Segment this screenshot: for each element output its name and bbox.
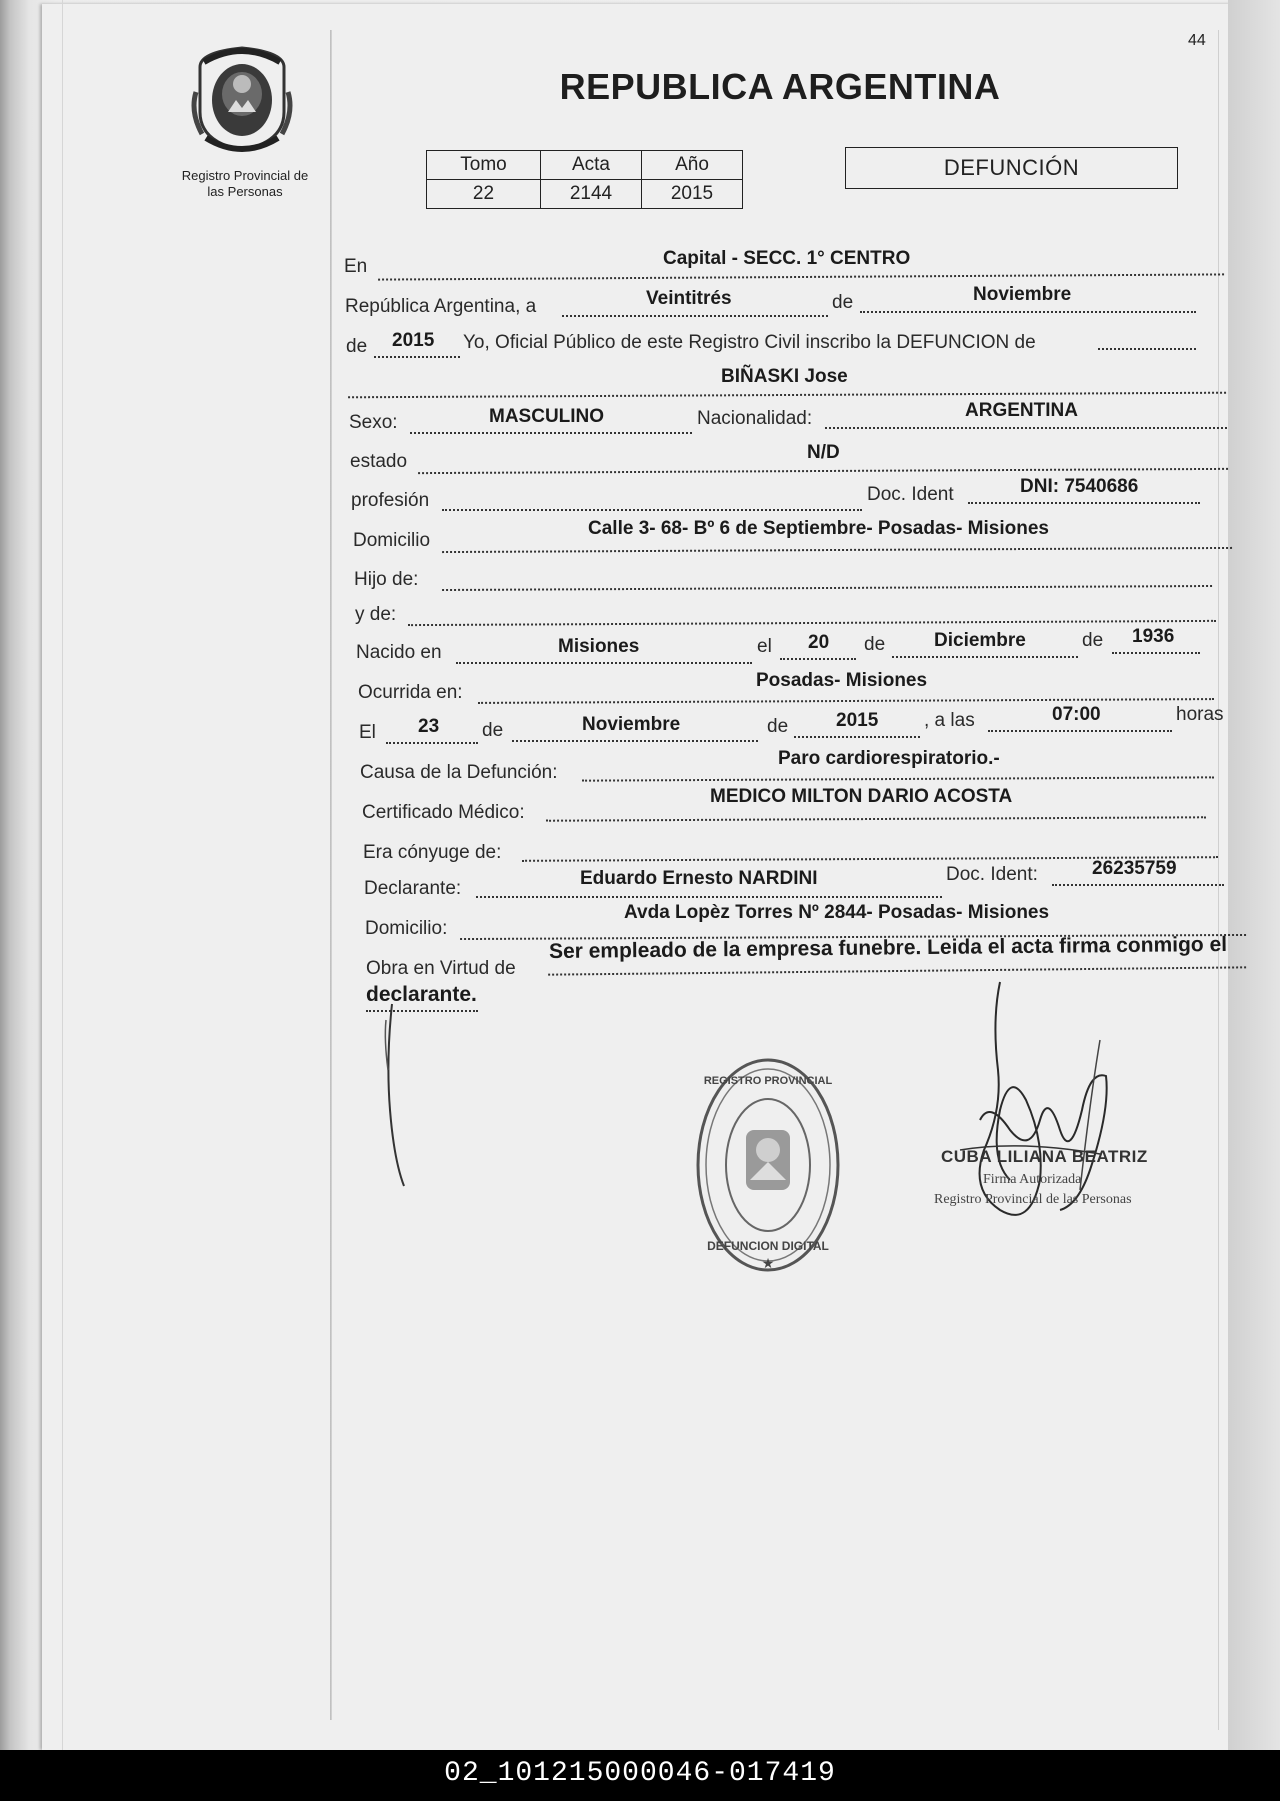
value-obra-1: Ser empleado de la empresa funebre. Leida el acta firma conmigo el [548, 932, 1228, 963]
header-tomo: Tomo [427, 151, 541, 180]
page-number: 44 [1188, 32, 1206, 49]
value-declarante-doc: 26235759 [1092, 858, 1177, 879]
label-a-las: , a las [924, 710, 975, 731]
label-ocurrida-en: Ocurrida en: [358, 682, 463, 703]
label-doc-ident: Doc. Ident [867, 484, 954, 505]
page-edge-shadow [1228, 0, 1280, 1750]
label-de-4: de [1082, 630, 1104, 651]
value-fallec-anio: 2015 [836, 710, 879, 731]
label-y-de: y de: [355, 604, 397, 625]
value-causa: Paro cardiorespiratorio.- [778, 748, 1000, 769]
svg-text:DEFUNCION DIGITAL: DEFUNCION DIGITAL [707, 1239, 829, 1253]
label-nacido-en: Nacido en [356, 642, 442, 663]
binding-line [62, 0, 63, 1750]
header-anio: Año [642, 151, 743, 180]
field-defuncion [1098, 326, 1196, 350]
label-el: el [757, 636, 772, 657]
label-declarante: Declarante: [364, 878, 462, 899]
value-dia: Veintitrés [646, 288, 732, 309]
value-declarante-domicilio: Avda Lopèz Torres Nº 2844- Posadas- Misiones [624, 902, 1050, 923]
value-estado: N/D [807, 442, 840, 463]
reference-table [426, 150, 743, 209]
value-ocurrida-en: Posadas- Misiones [756, 670, 928, 691]
registry-caption [160, 168, 330, 200]
field-y-de [408, 598, 1216, 626]
value-declarante: Eduardo Ernesto NARDINI [580, 868, 818, 889]
value-fallec-dia: 23 [418, 716, 440, 737]
label-sexo: Sexo: [349, 412, 398, 433]
registry-caption-line1: Registro Provincial de [181, 168, 309, 183]
label-de-1: de [832, 292, 854, 313]
record-type-box: DEFUNCIÓN [845, 147, 1178, 189]
value-nacido-lugar: Misiones [558, 636, 640, 657]
label-de-3: de [864, 634, 886, 655]
value-sexo: MASCULINO [489, 406, 605, 427]
signatory-name: CUBA LILIANA BEATRIZ [941, 1147, 1148, 1166]
value-hora: 07:00 [1052, 704, 1101, 725]
label-doc-ident-2: Doc. Ident: [946, 864, 1038, 885]
label-nacionalidad: Nacionalidad: [697, 408, 813, 429]
label-profesion: profesión [351, 490, 430, 511]
reference-header-row [427, 151, 743, 180]
value-anio: 2015 [392, 330, 435, 351]
label-de-5: de [482, 720, 504, 741]
reference-value-row [427, 180, 743, 209]
label-el-cap: El [359, 722, 376, 743]
handwritten-signature-icon [940, 980, 1140, 1250]
misiones-province-crest-icon [190, 42, 294, 154]
signatory-office: Registro Provincial de las Personas [934, 1192, 1132, 1207]
label-de-6: de [767, 716, 789, 737]
registry-seal-stamp-icon [688, 1050, 848, 1280]
value-mes: Noviembre [973, 284, 1072, 305]
label-de-2: de [346, 336, 368, 357]
document-title: REPUBLICA ARGENTINA [559, 66, 1001, 107]
label-hijo-de: Hijo de: [354, 569, 419, 590]
value-tomo: 22 [427, 180, 541, 209]
value-nacionalidad: ARGENTINA [965, 400, 1078, 421]
signatory-role: Firma Autorizada [983, 1172, 1082, 1187]
value-fallec-mes: Noviembre [582, 714, 681, 735]
value-nacido-anio: 1936 [1132, 626, 1175, 647]
value-documento: DNI: 7540686 [1020, 476, 1139, 497]
svg-text:★: ★ [761, 1255, 775, 1271]
value-lugar: Capital - SECC. 1° CENTRO [663, 248, 911, 269]
scan-file-id: 02_101215000046-017419 [444, 1758, 836, 1789]
value-obra-2: declarante. [366, 983, 477, 1006]
label-domicilio: Domicilio [353, 530, 431, 551]
value-certificado: MEDICO MILTON DARIO ACOSTA [710, 786, 1013, 807]
label-yo: Yo, Oficial Público de este Registro Civil inscribo la DEFUNCION de [463, 332, 1036, 353]
label-domicilio-2: Domicilio: [365, 918, 448, 939]
label-horas: horas [1176, 704, 1224, 725]
margin-line [330, 30, 332, 1720]
value-nacido-dia: 20 [808, 632, 830, 653]
value-anio: 2015 [642, 180, 743, 209]
pen-stroke [382, 1000, 412, 1190]
header-acta: Acta [541, 151, 642, 180]
label-republica: República Argentina, a [345, 296, 537, 317]
label-conyuge: Era cónyuge de: [363, 842, 502, 863]
label-causa: Causa de la Defunción: [360, 762, 558, 783]
label-en: En [344, 256, 368, 277]
value-acta: 2144 [541, 180, 642, 209]
value-domicilio: Calle 3- 68- Bº 6 de Septiembre- Posadas- Misiones [588, 518, 1049, 539]
value-nombre: BIÑASKI Jose [721, 366, 848, 387]
registry-caption-line2: las Personas [207, 184, 283, 199]
field-hijo-de [442, 563, 1212, 591]
field-profesion [442, 487, 862, 511]
label-certificado: Certificado Médico: [362, 802, 525, 823]
label-estado: estado [350, 451, 408, 472]
value-nacido-mes: Diciembre [934, 630, 1026, 651]
label-obra: Obra en Virtud de [366, 958, 516, 979]
svg-text:REGISTRO PROVINCIAL: REGISTRO PROVINCIAL [703, 1075, 833, 1087]
